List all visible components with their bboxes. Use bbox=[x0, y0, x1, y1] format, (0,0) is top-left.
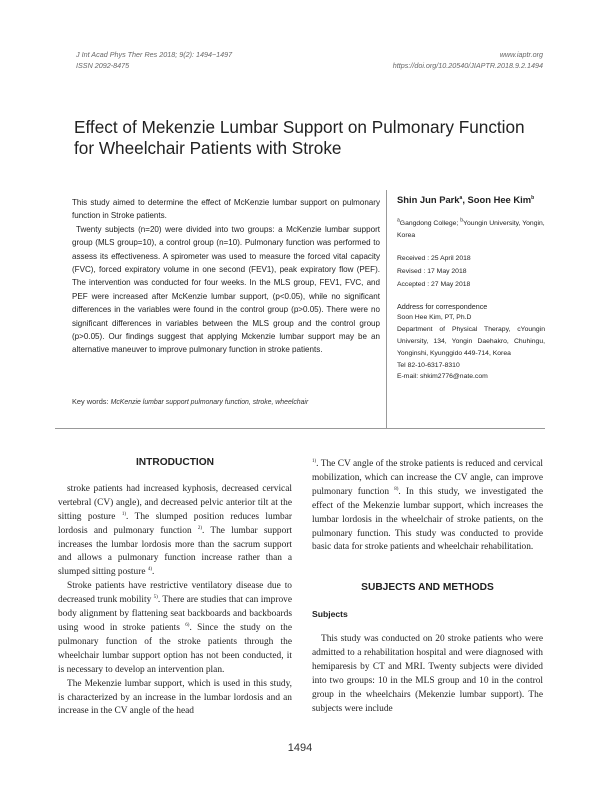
correspondence bbox=[397, 301, 545, 384]
abstract-paragraph-1: This study aimed to determine the effect of McKenzie lumbar support on pulmonary function in Stroke patients. bbox=[72, 198, 380, 221]
methods-heading: SUBJECTS AND METHODS bbox=[361, 582, 494, 594]
date-accepted: Accepted : 27 May 2018 bbox=[397, 280, 471, 288]
intro-paragraph-1: stroke patients had increased kyphosis, decreased cervical vertebral (CV) angle), and decreased pelvic anterior tilt at the sitting posture $^{1)}$. The slumped position reduces lumbar lordosis and pulmonary function $^{2)}$. The lumbar support increases the lumbar lordosis more than the sacrum support and allows a pulmonary function increase rather than a slumped sitting posture $^{4)}$. bbox=[58, 483, 292, 578]
author-1: Shin Jun Park bbox=[397, 194, 460, 205]
page-number: 1494 bbox=[287, 742, 313, 754]
article-dates bbox=[397, 252, 545, 291]
column-divider bbox=[386, 190, 387, 428]
affil-a-mark: a bbox=[397, 217, 400, 224]
journal-links bbox=[393, 49, 543, 71]
keywords-value: McKenzie lumbar support pulmonary function, stroke, wheelchair bbox=[110, 399, 309, 406]
correspondence-email[interactable]: E-mail: shkim2776@nate.com bbox=[397, 373, 488, 381]
right-column bbox=[312, 458, 543, 717]
affiliations bbox=[397, 218, 545, 242]
journal-citation: J Int Acad Phys Ther Res 2018; 9(2): 1494~1497 bbox=[76, 50, 233, 59]
title-line-1: Effect of Mekenzie Lumbar Support on Pulmonary Function bbox=[74, 117, 525, 137]
article-info bbox=[397, 193, 545, 383]
intro-paragraph-3-continued: $^{1)}$. The CV angle of the stroke patients is reduced and cervical mobilization, which can increase the CV angle, can improve pulmonary function $^{8)}$. In this study, we investigated the effect of the Mekenzie lumbar support, which increases the lumbar lordosis in the wheelchair of stroke patients, on the pulmonary function. This study was conducted to provide basic data for stroke patients and wheelchair rehabilitation. bbox=[312, 458, 543, 553]
author-2: Soon Hee Kim bbox=[467, 194, 532, 205]
left-column bbox=[58, 456, 292, 719]
journal-doi[interactable]: https://doi.org/10.20540/JIAPTR.2018.9.2.1494 bbox=[392, 61, 543, 70]
author-list bbox=[397, 193, 545, 206]
author-1-affil: a bbox=[459, 194, 463, 201]
correspondence-tel: Tel 82-10-6317-8310 bbox=[397, 361, 460, 369]
correspondence-label: Address for correspondence bbox=[397, 301, 488, 311]
author-separator: , bbox=[462, 194, 468, 205]
correspondence-name: Soon Hee Kim, PT, Ph.D bbox=[397, 314, 472, 322]
intro-paragraph-3: The Mekenzie lumbar support, which is used in this study, is characterized by an increase in the lumbar lordosis and an increase in the CV angle of the head bbox=[58, 678, 292, 717]
subjects-subheading: Subjects bbox=[312, 609, 348, 620]
section-divider bbox=[55, 428, 545, 429]
journal-issn: ISSN 2092-8475 bbox=[76, 61, 130, 70]
paper-title bbox=[74, 117, 544, 159]
affil-b-mark: b bbox=[460, 217, 464, 224]
abstract bbox=[72, 196, 380, 357]
correspondence-address: Department of Physical Therapy, cYoungin University, 134, Yongin Daehakro, Chuhingu, Yonginshi, Kyunggido 449-714, Korea bbox=[397, 326, 545, 357]
keywords bbox=[72, 397, 382, 406]
keywords-label: Key words: bbox=[72, 397, 109, 406]
author-2-affil: b bbox=[531, 194, 535, 201]
title-line-2: for Wheelchair Patients with Stroke bbox=[74, 138, 342, 158]
introduction-heading: INTRODUCTION bbox=[135, 457, 215, 468]
affil-a: Gangdong College; bbox=[399, 220, 461, 227]
methods-paragraph-1: This study was conducted on 20 stroke patients who were admitted to a rehabilitation hospital and were diagnosed with hemiparesis by CT and MRI. Twenty subjects were divided into two groups: 10 in the MLS group and 10 in the control group in the wheelchairs (Mekenzie lumbar support). The subjects were include bbox=[312, 634, 543, 714]
intro-paragraph-2: Stroke patients have restrictive ventilatory disease due to decreased trunk mobility $^{5)}$. There are studies that can improve body alignment by flattening seat backboards and backboards using wood in stroke patients $^{6)}$. Since the study on the pulmonary function of the stroke patients through the wheelchair lumbar support option has not been conducted, it is necessary to develop an intervention plan. bbox=[58, 581, 292, 675]
affil-b: Youngin University, Yongin, Korea bbox=[397, 220, 545, 239]
abstract-paragraph-2: Twenty subjects (n=20) were divided into two groups: a McKenzie lumbar support group (MLS group=10), a control group (n=10). Pulmonary function was performed to assess its effectiveness. A spirometer was used to measure the forced vital capacity (FVC), forced expiratory volume in one second (FEV1), peak expiratory flow (PEF). The intervention was conducted for four weeks. In the MLS group, FEV1, FVC, and PEF were increased after McKenzie lumbar support, (p<0.05), while no significant differences in the variables were found in the control group (p>0.05). There were no significant differences in variables between the MLS group and the control group (p>0.05). Our findings suggest that applying Mckenzie lumbar support may be an alternative maneuver to improve pulmonary function in stroke patients. bbox=[72, 224, 380, 355]
journal-website[interactable]: www.iaptr.org bbox=[499, 50, 543, 59]
journal-header bbox=[76, 49, 232, 71]
date-revised: Revised : 17 May 2018 bbox=[397, 267, 467, 275]
date-received: Received : 25 April 2018 bbox=[397, 254, 471, 262]
